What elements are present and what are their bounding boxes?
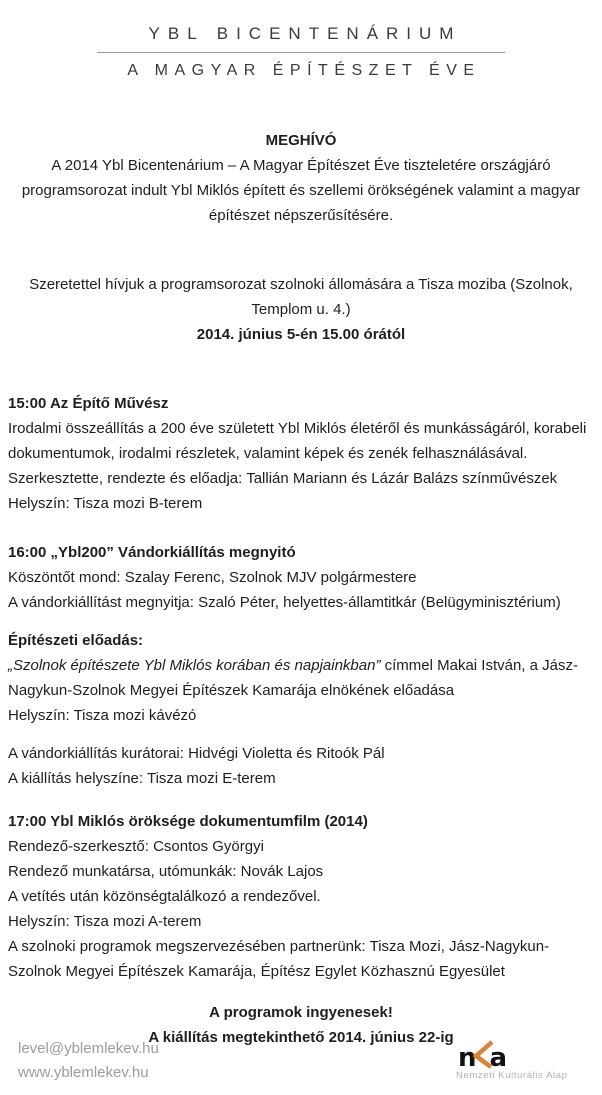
lecture-quote-rest: címmel Makai István, a Jász-Nagykun-Szolnok Megyei Építészek Kamarája elnökének előadása (8, 657, 578, 699)
event-greeting: Köszöntőt mond: Szalay Ferenc, Szolnok MJV polgármestere (8, 569, 417, 586)
exhibition-open-until: A kiállítás megtekinthető 2014. június 22-ig (148, 1029, 454, 1046)
event-opening: A vándorkiállítást megnyitja: Szaló Péter, helyettes-államtitkár (Belügyminisztérium) (8, 594, 561, 611)
event-datetime: 2014. június 5-én 15.00 órától (196, 326, 406, 343)
document-letterhead (0, 0, 602, 80)
nka-logo-letter-n: n (458, 1043, 477, 1073)
event-16-00 (8, 540, 592, 615)
event-description: Irodalmi összeállítás a 200 éve született Ybl Miklós életéről és munkásságáról, korabeli dokumentumok, irodalmi részletek, valamint képek és zenék felhasználásával. (8, 420, 587, 462)
contact-email: level@yblemlekev.hu (18, 1040, 159, 1057)
free-programs-note: A programok ingyenesek! (209, 1004, 393, 1021)
event-17-00 (8, 809, 592, 984)
nka-logo (456, 1040, 580, 1073)
lecture-venue: Helyszín: Tisza mozi kávézó (8, 707, 197, 724)
brand-title: YBL BICENTENÁRIUM (148, 24, 462, 43)
film-venue: Helyszín: Tisza mozi A-terem (8, 913, 202, 930)
lecture-title: Építészeti előadás: (8, 632, 144, 649)
lecture-description (8, 653, 592, 703)
letterhead-divider (97, 52, 505, 53)
nka-logo-letter-a: a (489, 1043, 508, 1073)
film-qa-note: A vetítés után közönségtalálkozó a rendezővel. (8, 888, 321, 905)
event-15-00 (8, 391, 592, 516)
event-venue: Helyszín: Tisza mozi B-terem (8, 495, 203, 512)
contact-website: www.yblemlekev.hu (18, 1064, 149, 1081)
film-assistant: Rendező munkatársa, utómunkák: Novák Lajos (8, 863, 324, 880)
invitation-heading: MEGHÍVÓ (265, 132, 337, 149)
film-director: Rendező-szerkesztő: Csontos Györgyi (8, 838, 264, 855)
program-schedule (0, 391, 602, 984)
brand-subtitle: A MAGYAR ÉPÍTÉSZET ÉVE (127, 62, 481, 79)
invite-paragraph: Szeretettel hívjuk a programsorozat szolnoki állomására a Tisza moziba (Szolnok, Templom u. 4.) (29, 276, 573, 318)
event-title: 15:00 Az Építő Művész (8, 395, 169, 412)
event-title: 16:00 „Ybl200” Vándorkiállítás megnyitó (8, 544, 296, 561)
partners-note: A szolnoki programok megszervezésében partnerünk: Tisza Mozi, Jász-Nagykun-Szolnok Megyei Építészek Kamarája, Építész Egylet Közhasznú Egyesület (8, 938, 550, 980)
exhibition-curators: A vándorkiállítás kurátorai: Hidvégi Violetta és Ritoók Pál (8, 745, 385, 762)
contact-links (18, 1037, 159, 1085)
exhibition-venue: A kiállítás helyszíne: Tisza mozi E-terem (8, 770, 276, 787)
nka-caption: Nemzeti Kulturális Alap (456, 1070, 568, 1081)
lecture-quote: „Szolnok építészete Ybl Miklós korában és napjainkban” (8, 657, 381, 674)
lecture-section (8, 628, 592, 728)
nka-logo-block (456, 1040, 580, 1081)
invitation-section (0, 128, 602, 347)
event-title: 17:00 Ybl Miklós öröksége dokumentumfilm (2014) (8, 813, 368, 830)
event-credits: Szerkesztette, rendezte és előadja: Tallián Mariann és Lázár Balázs színművészek (8, 470, 558, 487)
intro-paragraph: A 2014 Ybl Bicentenárium – A Magyar Építészet Éve tiszteletére országjáró programsorozat indult Ybl Miklós épített és szellemi örökségének valamint a magyar építészet népszerűsítésére. (21, 157, 581, 224)
curators-section (8, 741, 592, 791)
